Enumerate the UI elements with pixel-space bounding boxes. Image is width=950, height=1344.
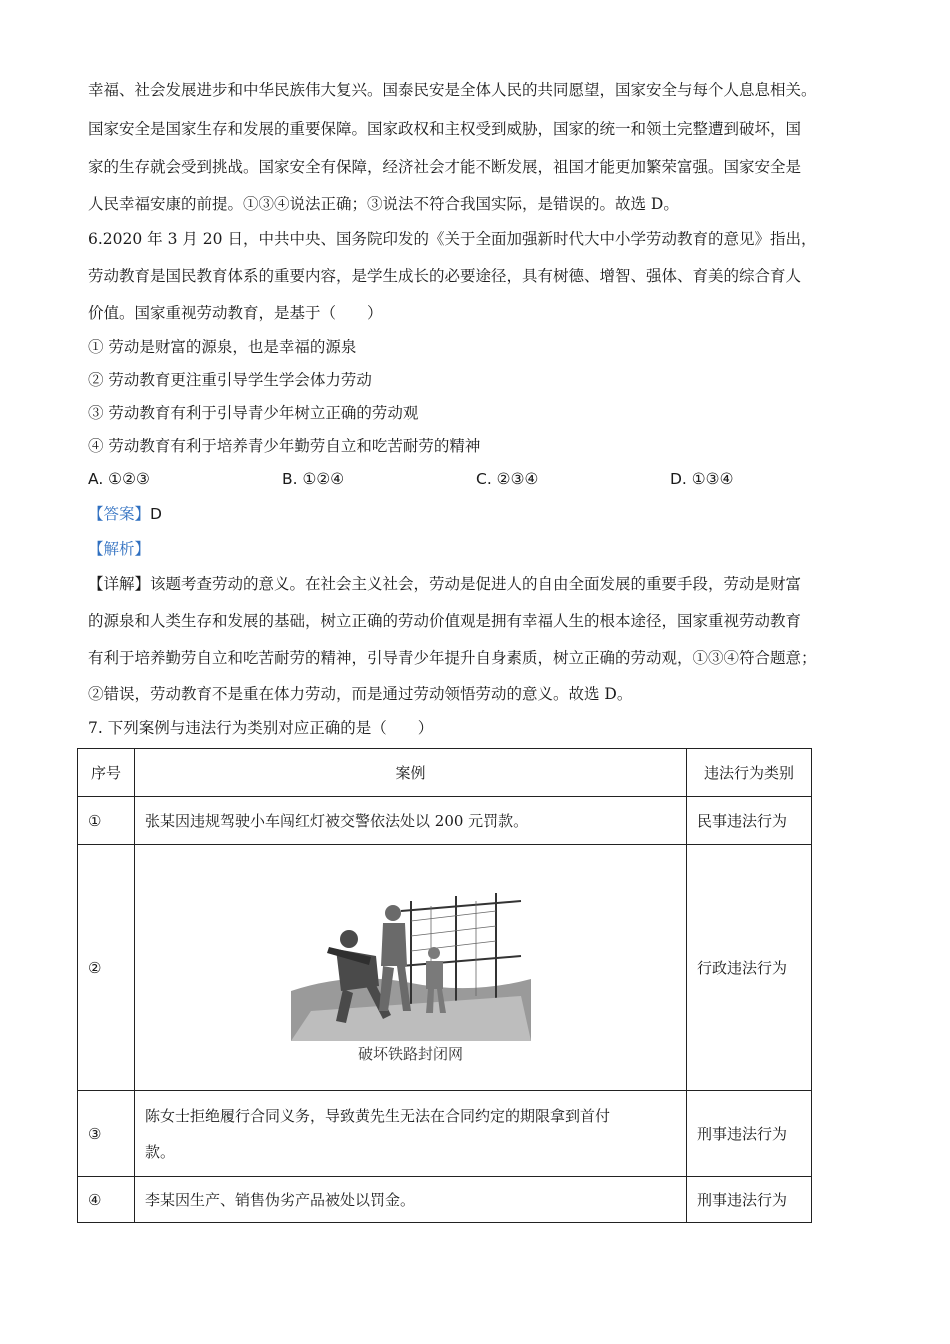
row-case-illustration [135, 845, 687, 1091]
q6-detail-line-1 [88, 574, 801, 594]
table-header-row [78, 749, 812, 797]
q6-option-b: B. ①②④ [282, 470, 345, 488]
header-category: 违法行为类别 [687, 749, 812, 797]
q7-table [77, 748, 812, 1223]
table-row [78, 1177, 812, 1223]
row-num: ④ [78, 1177, 135, 1223]
row-case-line-1: 陈女士拒绝履行合同义务，导致黄先生无法在合同约定的期限拿到首付 [145, 1106, 611, 1125]
row-case-line-2: 款。 [145, 1142, 176, 1161]
q6-detail-line-3: 有利于培养勤劳自立和吃苦耐劳的精神，引导青少年提升自身素质，树立正确的劳动观，①③④符合题意； [88, 649, 817, 667]
railway-fence-illustration [291, 871, 531, 1041]
q6-statement-1: ① 劳动是财富的源泉，也是幸福的源泉 [88, 338, 357, 356]
detail-tag: 【详解】 [88, 575, 151, 593]
answer-tag: 【答案】 [88, 505, 151, 523]
analysis-tag: 【解析】 [88, 540, 151, 558]
detail-text-1: 该题考查劳动的意义。在社会主义社会，劳动是促进人的自由全面发展的重要手段，劳动是财富 [150, 575, 802, 593]
intro-line-3: 家的生存就会受到挑战。国家安全有保障，经济社会才能不断发展，祖国才能更加繁荣富强。国家安全是 [88, 158, 802, 176]
row-num: ② [78, 845, 135, 1091]
q7-stem: 7. 下列案例与违法行为类别对应正确的是（ ） [88, 719, 434, 737]
q6-detail-line-4: ②错误，劳动教育不是重在体力劳动，而是通过劳动领悟劳动的意义。故选 D。 [88, 685, 633, 703]
table-row [78, 845, 812, 1091]
illustration-caption: 破坏铁路封闭网 [357, 1045, 463, 1063]
table-row [78, 797, 812, 845]
q6-option-c: C. ②③④ [476, 470, 539, 488]
q6-stem-line-3: 价值。国家重视劳动教育，是基于（ ） [88, 304, 383, 322]
row-category: 民事违法行为 [687, 797, 812, 845]
table-row [78, 1091, 812, 1177]
row-case [135, 1091, 687, 1177]
row-num: ① [78, 797, 135, 845]
row-case: 李某因生产、销售伪劣产品被处以罚金。 [135, 1177, 687, 1223]
q6-statement-4: ④ 劳动教育有利于培养青少年勤劳自立和吃苦耐劳的精神 [88, 437, 481, 455]
row-category: 刑事违法行为 [687, 1177, 812, 1223]
row-num: ③ [78, 1091, 135, 1177]
intro-line-4: 人民幸福安康的前提。①③④说法正确；③说法不符合我国实际，是错误的。故选 D。 [88, 195, 679, 213]
header-num: 序号 [78, 749, 135, 797]
intro-line-2: 国家安全是国家生存和发展的重要保障。国家政权和主权受到威胁，国家的统一和领土完整遭到破坏，国 [88, 120, 802, 138]
q6-answer [88, 504, 162, 524]
row-category: 行政违法行为 [687, 845, 812, 1091]
row-category: 刑事违法行为 [687, 1091, 812, 1177]
header-case: 案例 [135, 749, 687, 797]
q6-statement-3: ③ 劳动教育有利于引导青少年树立正确的劳动观 [88, 404, 419, 422]
q6-stem-line-2: 劳动教育是国民教育体系的重要内容，是学生成长的必要途径，具有树德、增智、强体、育美的综合育人 [88, 267, 802, 285]
q6-stem-line-1: 6.2020 年 3 月 20 日，中共中央、国务院印发的《关于全面加强新时代大中小学劳动教育的意见》指出， [88, 230, 817, 248]
q6-option-d: D. ①③④ [670, 470, 734, 488]
q6-detail-line-2: 的源泉和人类生存和发展的基础，树立正确的劳动价值观是拥有幸福人生的根本途径，国家重视劳动教育 [88, 612, 802, 630]
row-case: 张某因违规驾驶小车闯红灯被交警依法处以 200 元罚款。 [135, 797, 687, 845]
intro-line-1: 幸福、社会发展进步和中华民族伟大复兴。国泰民安是全体人民的共同愿望，国家安全与每个人息息相关。 [88, 81, 817, 99]
q6-option-a: A. ①②③ [88, 470, 150, 488]
q6-statement-2: ② 劳动教育更注重引导学生学会体力劳动 [88, 371, 372, 389]
answer-value: D [150, 505, 162, 523]
